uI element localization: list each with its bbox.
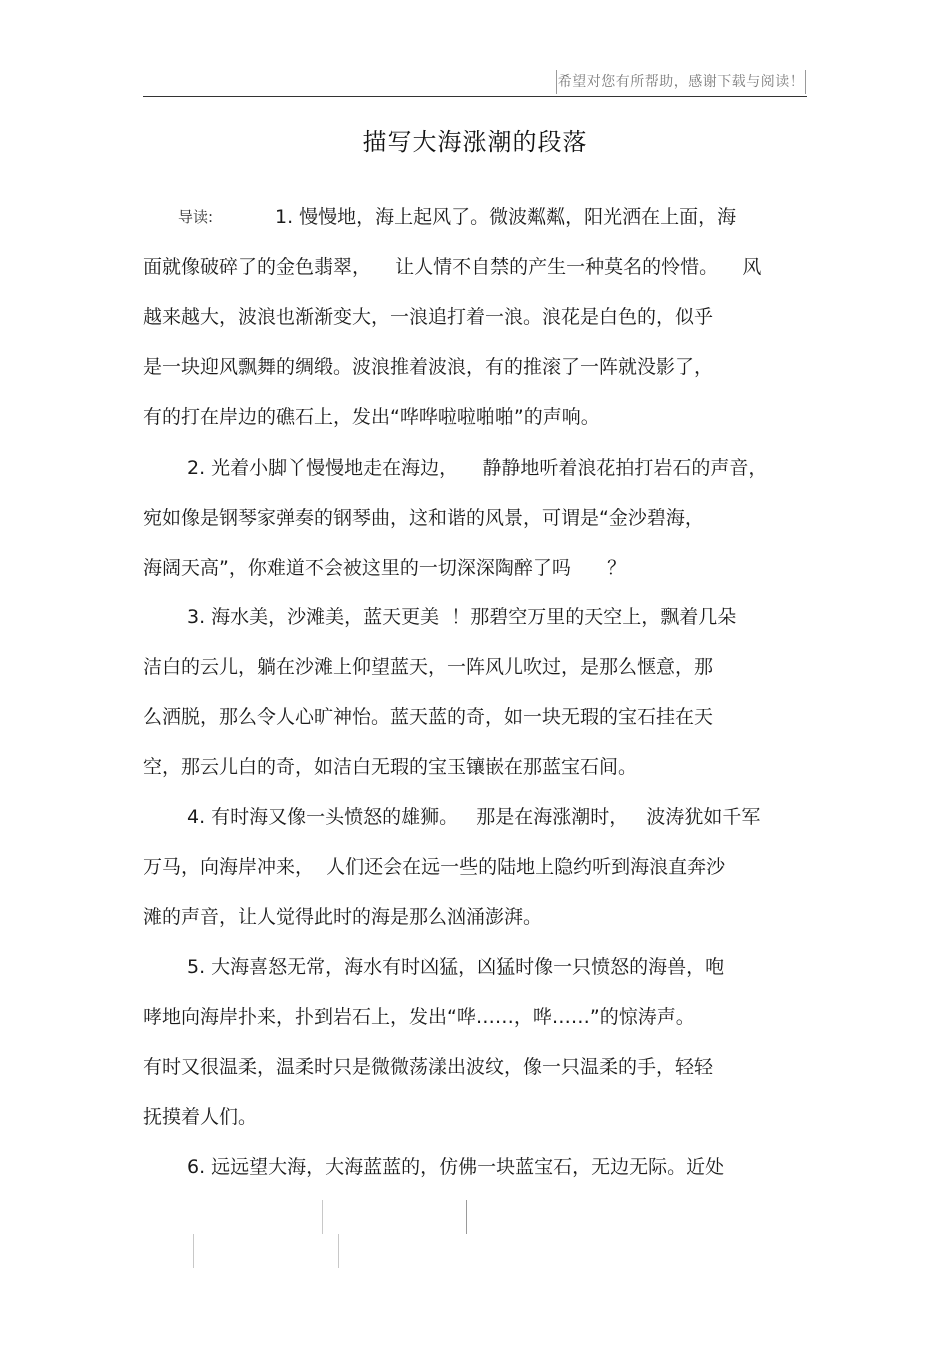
paragraph-line — [0, 400, 950, 434]
paragraph-line — [0, 900, 950, 934]
paragraph-line — [0, 501, 950, 535]
paragraph-line-text: 越来越大，波浪也渐渐变大，一浪追打着一浪。浪花是白色的，似乎 — [143, 306, 714, 328]
paragraph-line-text: 是一块迎风飘舞的绸缎。波浪推着波浪，有的推滚了一阵就没影了， — [143, 356, 714, 378]
paragraph-line-text: 么洒脱，那么令人心旷神怡。蓝天蓝的奇，如一块无瑕的宝石挂在天 — [143, 706, 714, 728]
paragraph-line — [0, 850, 950, 884]
paragraph-line: 1. 慢慢地，海上起风了。微波粼粼，阳光洒在上面，海 — [275, 206, 737, 228]
paragraph-line-text: 4. 有时海又像一头愤怒的雄狮。 那是在海涨潮时， 波涛犹如千军 — [187, 806, 761, 828]
scan-mark — [193, 1234, 194, 1268]
paragraph-line-text: 有时又很温柔，温柔时只是微微荡漾出波纹，像一只温柔的手，轻轻 — [143, 1056, 714, 1078]
paragraph-line — [0, 650, 950, 684]
paragraph-line — [0, 600, 950, 634]
paragraph-line-text: 6. 远远望大海，大海蓝蓝的，仿佛一块蓝宝石，无边无际。近处 — [187, 1156, 725, 1178]
scan-mark — [322, 1200, 323, 1234]
paragraph-line-text: 海阔天高”，你难道不会被这里的一切深深陶醉了吗 ？ — [143, 557, 627, 579]
paragraph-line-text: 洁白的云儿，躺在沙滩上仰望蓝天，一阵风儿吹过，是那么惬意，那 — [143, 656, 714, 678]
paragraph-line — [0, 1050, 950, 1084]
header-note: 希望对您有所帮助，感谢下载与阅读！ — [556, 70, 806, 94]
header-rule — [143, 96, 807, 97]
paragraph-line-text: 2. 光着小脚丫慢慢地走在海边， 静静地听着浪花拍打岩石的声音， — [187, 457, 768, 479]
paragraph-line-text: 滩的声音，让人觉得此时的海是那么汹涌澎湃。 — [143, 906, 543, 928]
paragraph-line — [0, 1000, 950, 1034]
paragraph-line — [0, 800, 950, 834]
paragraph-line-text: 宛如像是钢琴家弹奏的钢琴曲，这和谐的风景，可谓是“金沙碧海， — [143, 507, 704, 529]
paragraph-line — [0, 750, 950, 784]
paragraph-line — [0, 350, 950, 384]
guide-label: 导读: — [178, 208, 214, 226]
paragraph-line — [0, 300, 950, 334]
paragraph-line-text: 万马，向海岸冲来， 人们还会在远一些的陆地上隐约听到海浪直奔沙 — [143, 856, 726, 878]
paragraph-line — [0, 1150, 950, 1184]
paragraph-line-text: 有的打在岸边的礁石上，发出“哗哗啦啦啪啪”的声响。 — [143, 406, 600, 428]
page-title: 描写大海涨潮的段落 — [362, 128, 588, 156]
paragraph-line-text: 抚摸着人们。 — [143, 1106, 258, 1128]
paragraph-line-text: 5. 大海喜怒无常，海水有时凶猛，凶猛时像一只愤怒的海兽，咆 — [187, 956, 725, 978]
paragraph-line — [0, 700, 950, 734]
scan-mark — [466, 1200, 467, 1234]
paragraph-line — [0, 1100, 950, 1134]
paragraph-line-text: 空，那云儿白的奇，如洁白无瑕的宝玉镶嵌在那蓝宝石间。 — [143, 756, 638, 778]
paragraph-line — [0, 250, 950, 284]
paragraph-line — [0, 551, 950, 585]
paragraph-line-text: 3. 海水美，沙滩美，蓝天更美 ！那碧空万里的天空上，飘着几朵 — [187, 606, 737, 628]
scan-mark — [338, 1234, 339, 1268]
paragraph-line — [0, 451, 950, 485]
guide-line — [0, 200, 950, 234]
paragraph-line-text: 哮地向海岸扑来，扑到岩石上，发出“哗……，哗……”的惊涛声。 — [143, 1006, 695, 1028]
paragraph-line-text: 面就像破碎了的金色翡翠， 让人情不自禁的产生一种莫名的怜惜。 风 — [143, 256, 762, 278]
paragraph-line — [0, 950, 950, 984]
